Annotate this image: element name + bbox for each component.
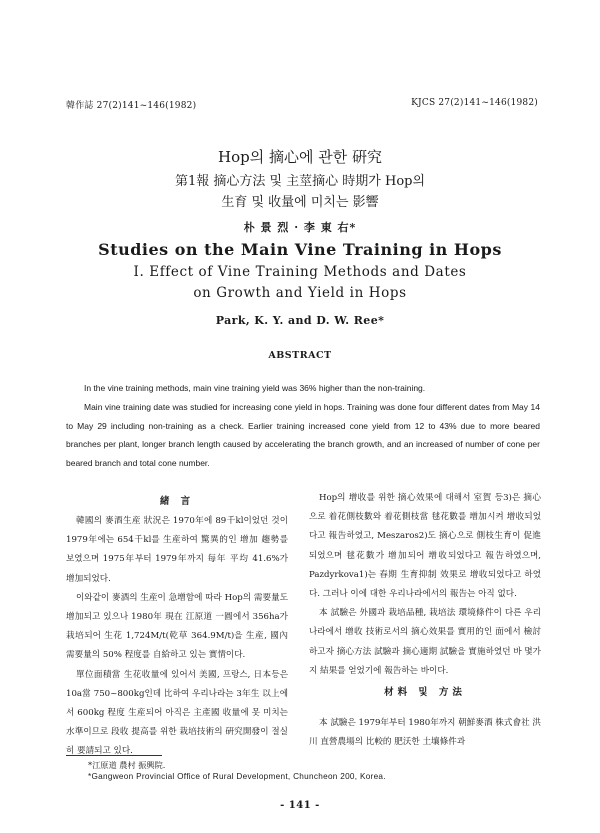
subtitle-korean-line2: 生育 및 收量에 미치는 影響 (221, 195, 379, 210)
journal-citation-ko: 韓作誌 27(2)141~146(1982) (66, 101, 197, 111)
footnote-english: *Gangweon Provincial Office of Rural Development, Chuncheon 200, Korea. (88, 772, 386, 781)
intro-paragraph-1: 韓國의 麥酒生産 狀況은 1970年에 89千kl이었던 것이 1979年에는 654千kl를 生産하여 驚異的인 增加 趨勢를 보였으며 1975年부터 1979年까지 每年 平均 41.6%가 增加되었다. (66, 516, 288, 584)
footnote-divider (66, 755, 162, 756)
right-paragraph-2: 本 試驗은 外國과 栽培品種, 栽培法 環境條件이 다른 우리나라에서 增收 技術로서의 摘心效果를 實用的인 面에서 檢討하고자 摘心方法 試驗과 摘心適期 試驗을 實施하였던 바 몇가지 結果를 얻었기에 報告하는 바이다. (309, 608, 541, 676)
right-column (309, 489, 541, 681)
intro-heading: 緒 言 (159, 496, 195, 507)
title-english: Studies on the Main Vine Training in Hops (98, 240, 502, 259)
title-korean: Hop의 摘心에 관한 硏究 (218, 148, 382, 166)
intro-column (66, 512, 288, 762)
abstract-heading: ABSTRACT (268, 350, 332, 361)
authors-korean: 朴 景 烈 · 李 東 右* (243, 221, 357, 234)
subtitle-english-line1: I. Effect of Vine Training Methods and Dates (133, 264, 467, 280)
abstract-paragraph-2: Main vine training date was studied for increasing cone yield in hops. Training was done four different dates from May 14 to May 29 including non-training as a check. Earlier training increased cone yield from 12 to 43% due to more beared branches per plant, longer branch length caused by accelerating the branch growth, and an increased of number of cone per beared branch and total cone number. (66, 402, 540, 468)
intro-paragraph-2: 이와같이 麥酒의 生産이 急增함에 따라 Hop의 需要量도 增加되고 있으나 1980年 現在 江原道 一圓에서 356ha가 栽培되어 生花 1,724M/t(乾草 364.9M/t)을 生産, 國內 需要量의 50% 程度를 自給하고 있는 實情이다. (66, 592, 288, 661)
right-paragraph-1: Hop의 增收를 위한 摘心效果에 대해서 室賀 등3)은 摘心으로 着花側枝數와 着花側枝當 毬花數를 增加시켜 增收되었다고 報告하였고, Meszaros2)도 摘心으로 側枝生育이 促進되었으며 毬花數가 增加되어 增收되었다고 報告하였으며, Pazdyrkova1)는 春期 生育抑制 效果로 增收되었다고 하였다. 그러나 이에 대한 우리나라에서의 報告는 아직 없다. (309, 493, 541, 600)
abstract-paragraph-1: In the vine training methods, main vine training yield was 36% higher than the non-training. (84, 383, 426, 393)
page-number: - 141 - (280, 800, 320, 811)
subtitle-english-line2: on Growth and Yield in Hops (193, 285, 407, 301)
methods-heading: 材料 및 方法 (384, 687, 466, 698)
subtitle-korean-line1: 第1報 摘心方法 및 主莖摘心 時期가 Hop의 (174, 174, 426, 189)
authors-english: Park, K. Y. and D. W. Ree* (215, 314, 385, 327)
journal-citation-en: KJCS 27(2)141~146(1982) (411, 98, 538, 108)
intro-paragraph-3: 單位面積當 生花收量에 있어서 美國, 프랑스, 日本등은 10a當 750~800kg인데 比하여 우리나라는 3年生 以上에서 600kg 程度 生産되어 아직은 主產國 收量에 못 미치는 水準이므로 段收 提高를 위한 栽培技術의 硏究開發이 절실히 要請되고 있다. (66, 669, 288, 757)
footnote-korean: *江原道 農村 振興院. (88, 760, 166, 770)
methods-column (309, 714, 541, 752)
methods-paragraph-1: 本 試驗은 1979年부터 1980年까지 朝鮮麥酒 株式會社 洪川 直營農場의 比較的 肥沃한 土壤條件과 (309, 718, 541, 748)
